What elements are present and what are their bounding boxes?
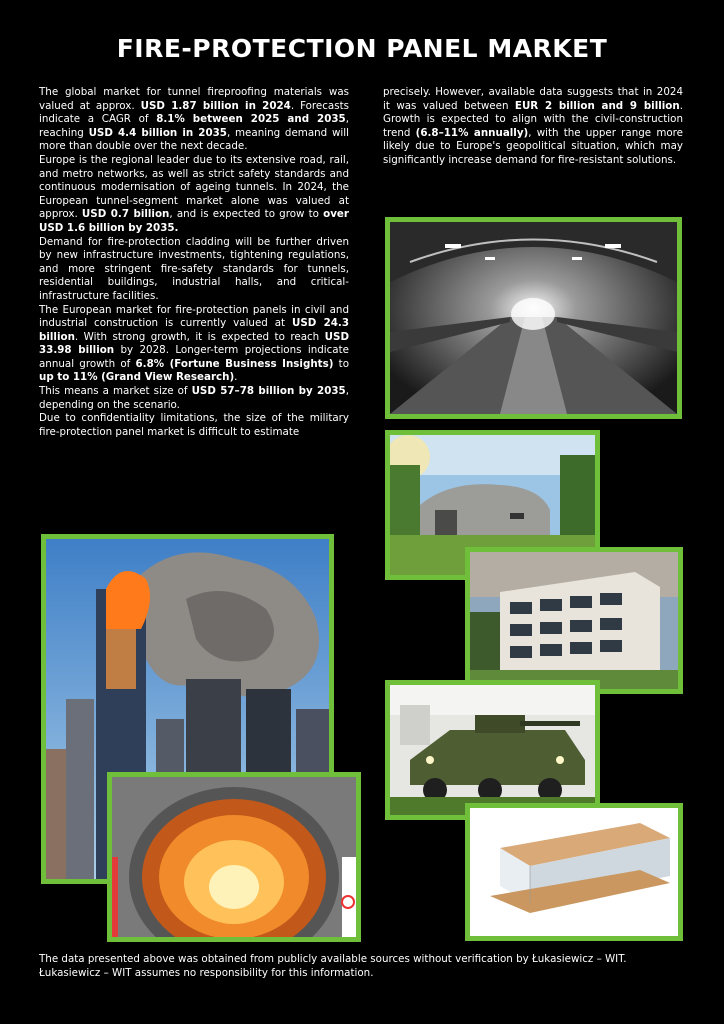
disclaimer-footer (39, 953, 689, 980)
paragraph (39, 412, 349, 439)
body-text: , reaching (39, 113, 349, 139)
highlight-text: USD 4.4 billion in 2035 (88, 126, 227, 139)
body-text: by 2028. Longer-term projections indicate annual growth of (39, 344, 349, 370)
highlight-text: USD 33.98 billion (39, 330, 349, 357)
paragraph (39, 154, 349, 236)
body-text: The European market for fire-protection panels in civil and industrial construction is currently valued at (39, 303, 349, 330)
body-text: This means a market size of (39, 385, 192, 398)
paragraph (39, 236, 349, 304)
body-text: to (333, 357, 349, 370)
disclaimer-line-1: The data presented above was obtained from publicly available sources without verification by Łukasiewicz – WIT. (39, 953, 627, 965)
body-text: . With strong growth, it is expected to reach (74, 330, 325, 343)
paragraph (39, 304, 349, 386)
highlight-text: (6.8–11% annually) (415, 126, 529, 139)
paragraph (383, 86, 683, 168)
highlight-text: 8.1% between 2025 and 2035 (156, 113, 346, 126)
armored-vehicle-photo (385, 680, 600, 820)
body-text: . (234, 371, 238, 384)
fire-panel-photo (465, 803, 683, 941)
body-text: , meaning demand will more than double over the next decade. (39, 126, 349, 153)
tunnel-photo (385, 217, 682, 419)
paragraph (39, 385, 349, 412)
body-text: , with the upper range more likely due to Europe's geopolitical situation, which may significantly increase demand for fire-resistant solutions. (383, 126, 683, 166)
body-text: Europe is the regional leader due to its extensive road, rail, and metro networks, as well as strict safety standards and continuous modernisation of ageing tunnels. In 2024, the European tunnel-segment market alone was valued at approx. (39, 153, 349, 221)
highlight-text: over USD 1.6 billion by 2035. (39, 208, 349, 234)
highlight-text: USD 0.7 billion (81, 208, 170, 221)
highlight-text: USD 1.87 billion in 2024 (140, 99, 291, 112)
right-text-column (383, 86, 683, 168)
highlight-text: up to 11% (Grand View Research) (39, 371, 235, 384)
disclaimer-line-2: Łukasiewicz – WIT assumes no responsibility for this information. (39, 966, 374, 979)
body-text: precisely. However, available data suggests that in 2024 it was valued between (383, 86, 683, 112)
body-text: Demand for fire-protection cladding will be further driven by new infrastructure investments, tightening regulations, and more stringent fire-safety standards for tunnels, residential buildings, industrial halls, and critical-infrastructure facilities. (39, 235, 349, 302)
paragraph (39, 86, 349, 154)
highlight-text: USD 57–78 billion by 2035 (191, 385, 346, 398)
body-text: , depending on the scenario. (39, 385, 349, 411)
highlight-text: USD 24.3 billion (39, 317, 349, 343)
left-text-column (39, 86, 349, 439)
highlight-text: EUR 2 billion and 9 billion (514, 99, 680, 112)
body-text: . Growth is expected to align with the civil-construction trend (383, 99, 683, 139)
tunnel-fire-photo (107, 772, 361, 942)
highlight-text: 6.8% (Fortune Business Insights) (135, 357, 334, 370)
body-text: Due to confidentiality limitations, the size of the military fire-protection panel market is difficult to estimate (39, 412, 349, 438)
page-title: FIRE-PROTECTION PANEL MARKET (116, 34, 608, 63)
building-photo (465, 547, 683, 694)
body-text: The global market for tunnel fireproofing materials was valued at approx. (39, 86, 349, 112)
body-text: , and is expected to grow to (169, 208, 324, 221)
body-text: . Forecasts indicate a CAGR of (39, 99, 350, 126)
